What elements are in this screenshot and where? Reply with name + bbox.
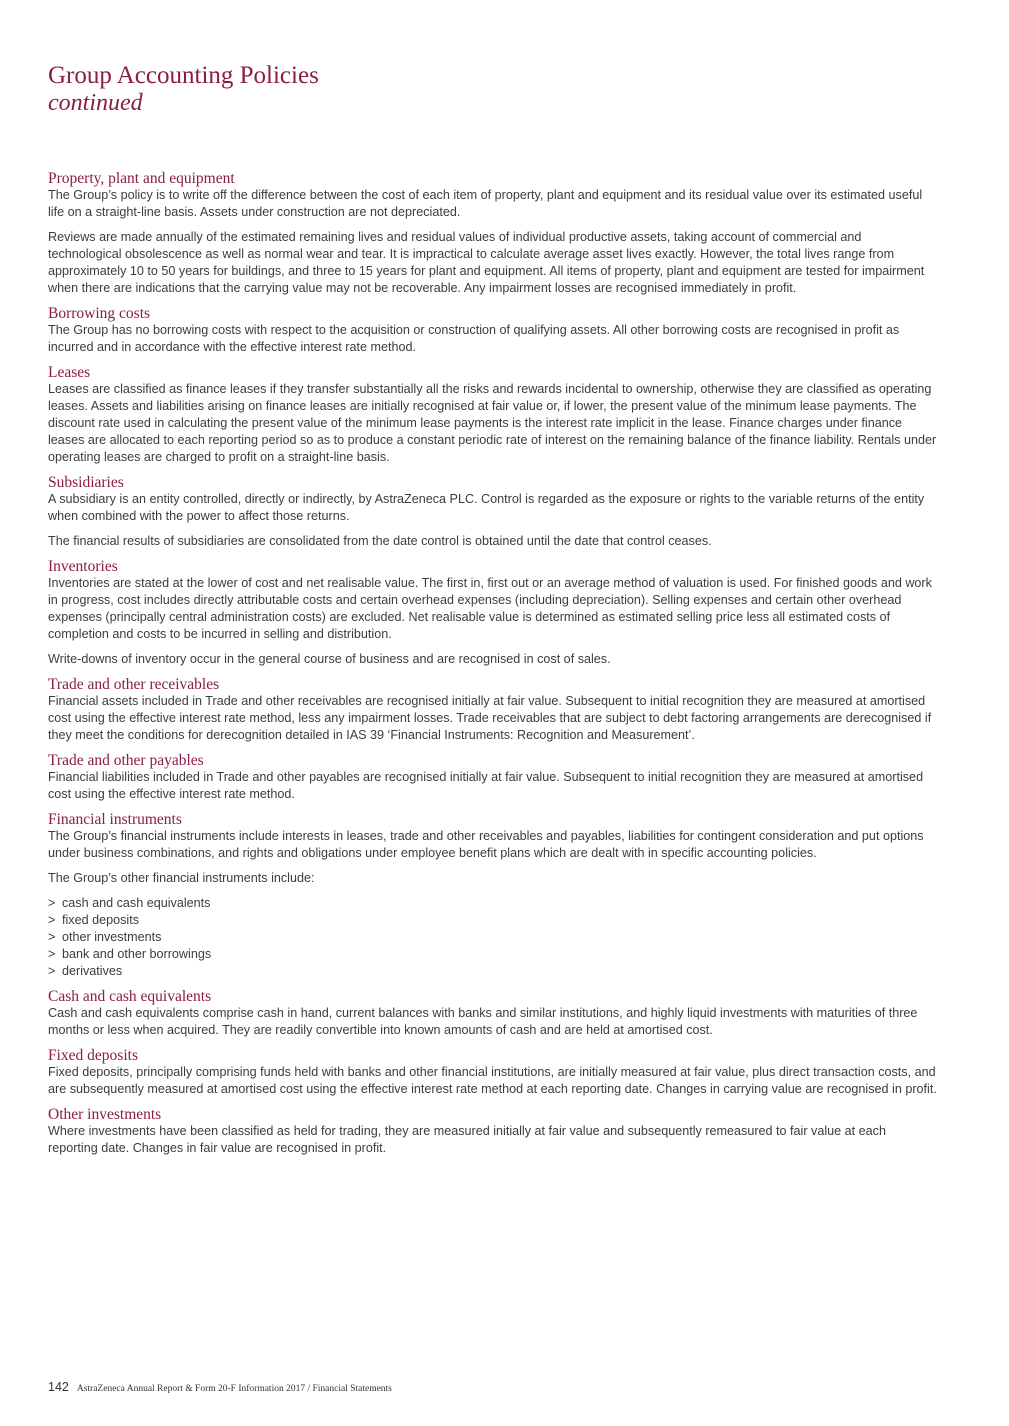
policy-section	[48, 558, 938, 668]
footer-text: AstraZeneca Annual Report & Form 20-F Information 2017 / Financial Statements	[76, 1384, 392, 1394]
list-item	[48, 929, 938, 946]
section-paragraph: Reviews are made annually of the estimated remaining lives and residual values of individual productive assets, taking account of commercial and technological obsolescence as well as normal wear and tear. It is impractical to calculate average asset lives exactly. However, the total lives range from approximately 10 to 50 years for buildings, and three to 15 years for plant and equipment. All items of property, plant and equipment are tested for impairment when there are indications that the carrying value may not be recoverable. Any impairment losses are recognised immediately in profit.	[48, 230, 925, 295]
policy-section	[48, 474, 938, 550]
bullet-list	[48, 895, 938, 980]
section-paragraph: The Group’s policy is to write off the difference between the cost of each item of property, plant and equipment and its residual value over its estimated useful life on a straight-line basis. Assets under construction are not depreciated.	[48, 188, 923, 219]
list-item	[48, 912, 938, 929]
policy-section	[48, 1047, 938, 1098]
section-paragraph: The Group has no borrowing costs with respect to the acquisition or construction of qualifying assets. All other borrowing costs are recognised in profit as incurred and in accordance with the effective interest rate method.	[48, 323, 900, 354]
section-paragraph: Cash and cash equivalents comprise cash in hand, current balances with banks and similar institutions, and highly liquid investments with maturities of three months or less when acquired. They are readily convertible into known amounts of cash and are held at amortised cost.	[48, 1006, 918, 1037]
chevron-right-icon: >	[48, 913, 56, 927]
section-heading: Property, plant and equipment	[48, 170, 235, 187]
chevron-right-icon: >	[48, 947, 56, 961]
policy-section	[48, 811, 938, 980]
section-paragraph: The financial results of subsidiaries are consolidated from the date control is obtained until the date that control ceases.	[48, 534, 712, 548]
section-paragraph: The Group’s financial instruments include interests in leases, trade and other receivables and payables, liabilities for contingent consideration and put options under business combinations, and rights and obligations under employee benefit plans which are dealt with in specific accounting policies.	[48, 829, 924, 860]
policy-content	[48, 170, 938, 1165]
section-heading: Other investments	[48, 1106, 162, 1123]
section-heading: Borrowing costs	[48, 305, 151, 322]
section-heading: Trade and other receivables	[48, 676, 220, 693]
policy-section	[48, 752, 938, 803]
section-paragraph: Financial assets included in Trade and other receivables are recognised initially at fair value. Subsequent to initial recognition they are measured at amortised cost using the effective interest rate method, less any impairment losses. Trade receivables that are subject to debt factoring arrangements are derecognised if they meet the conditions for derecognition detailed in IAS 39 ‘Financial Instruments: Recognition and Measurement’.	[48, 694, 932, 742]
section-paragraph: The Group’s other financial instruments include:	[48, 871, 315, 885]
list-item-text: derivatives	[62, 964, 123, 978]
chevron-right-icon: >	[48, 896, 56, 910]
section-paragraph: A subsidiary is an entity controlled, directly or indirectly, by AstraZeneca PLC. Control is regarded as the exposure or rights to the variable returns of the entity when combined with the power to affect those returns.	[48, 492, 925, 523]
policy-section	[48, 988, 938, 1039]
section-heading: Financial instruments	[48, 811, 182, 828]
section-heading: Cash and cash equivalents	[48, 988, 212, 1005]
chevron-right-icon: >	[48, 930, 56, 944]
section-paragraph: Financial liabilities included in Trade and other payables are recognised initially at fair value. Subsequent to initial recognition they are measured at amortised cost using the effective interest rate method.	[48, 770, 924, 801]
list-item-text: bank and other borrowings	[62, 947, 212, 961]
section-paragraph: Inventories are stated at the lower of cost and net realisable value. The first in, first out or an average method of valuation is used. For finished goods and work in progress, cost includes directly attributable costs and certain overhead expenses (including depreciation). Selling expenses and certain other overhead expenses (principally central administration costs) are excluded. Net realisable value is determined as estimated selling price less all estimated costs of completion and costs to be incurred in selling and distribution.	[48, 576, 932, 641]
list-item	[48, 895, 938, 912]
section-heading: Leases	[48, 364, 91, 381]
page-title: Group Accounting Policies	[48, 62, 319, 89]
policy-section	[48, 1106, 938, 1157]
list-item-text: other investments	[62, 930, 162, 944]
chevron-right-icon: >	[48, 964, 56, 978]
policy-section	[48, 170, 938, 297]
policy-section	[48, 305, 938, 356]
section-paragraph: Write-downs of inventory occur in the general course of business and are recognised in cost of sales.	[48, 652, 611, 666]
section-paragraph: Leases are classified as finance leases if they transfer substantially all the risks and rewards incidental to ownership, otherwise they are classified as operating leases. Assets and liabilities arising on finance leases are initially recognised at fair value or, if lower, the present value of the minimum lease payments. The discount rate used in calculating the present value of the minimum lease payments is the interest rate implicit in the lease. Finance charges under finance leases are allocated to each reporting period so as to produce a constant periodic rate of interest on the remaining balance of the finance liability. Rentals under operating leases are charged to profit on a straight-line basis.	[48, 382, 937, 464]
section-paragraph: Fixed deposits, principally comprising funds held with banks and other financial institutions, are initially measured at fair value, plus direct transaction costs, and are subsequently measured at amortised cost using the effective interest rate method at each reporting date. Changes in carrying value are recognised in profit.	[48, 1065, 937, 1096]
page-number: 142	[48, 1380, 69, 1394]
page-subtitle: continued	[48, 90, 143, 116]
policy-section	[48, 676, 938, 744]
policy-section	[48, 364, 938, 466]
list-item	[48, 963, 938, 980]
section-paragraph: Where investments have been classified as held for trading, they are measured initially at fair value and subsequently remeasured to fair value at each reporting date. Changes in fair value are recognised in profit.	[48, 1124, 886, 1155]
section-heading: Trade and other payables	[48, 752, 204, 769]
section-heading: Subsidiaries	[48, 474, 124, 491]
page-header	[48, 62, 319, 116]
page-footer	[48, 1380, 392, 1394]
list-item	[48, 946, 938, 963]
list-item-text: fixed deposits	[62, 913, 140, 927]
section-heading: Inventories	[48, 558, 118, 575]
section-heading: Fixed deposits	[48, 1047, 138, 1064]
list-item-text: cash and cash equivalents	[62, 896, 211, 910]
